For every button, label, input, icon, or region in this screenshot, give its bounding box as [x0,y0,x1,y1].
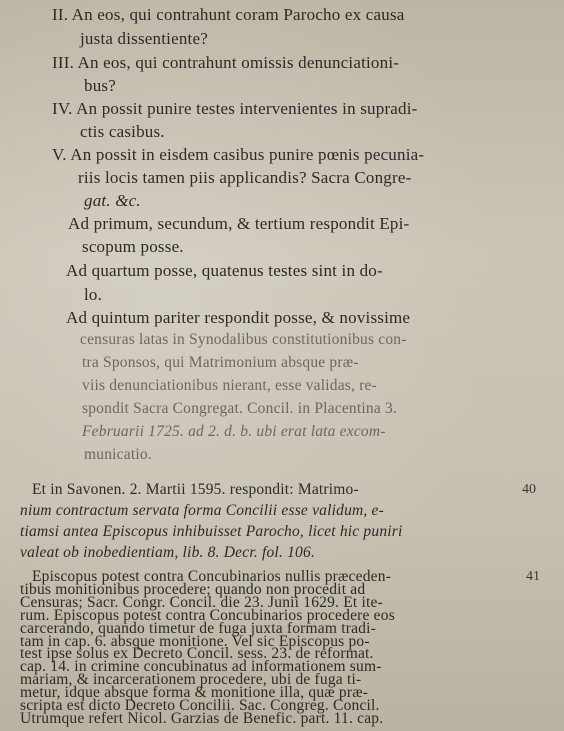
text-line: tibus monitionibus procedere; quando non procedit ad [20,580,366,598]
text-line: tam in cap. 6. absque monitione. Vel sic Episcopus po- [20,632,370,650]
text-line: bus? [84,76,116,95]
text-line: tiamsi antea Episcopus inhibuisset Parocho, licet hic puniri [20,523,403,540]
text-line: Et in Savonen. 2. Martii 1595. respondit: Matrimo- [32,481,359,498]
text-line: justa dissentiente? [80,29,208,48]
text-line: carcerando, quando timetur de fuga juxta formam tradi- [20,619,376,637]
text-line: test ipse solus ex Decreto Concil. sess. 23. de reformat. [20,645,374,663]
margin-number: 41 [526,569,540,584]
text-line: riis locis tamen piis applicandis? Sacra Congre- [78,168,412,187]
text-line: lo. [84,285,103,304]
text-line: III. An eos, qui contrahunt omissis denunciationi- [52,53,400,72]
text-line: Episcopus potest contra Concubinarios nullis præceden- [32,568,392,585]
text-line: Ad primum, secundum, & tertium respondit Epi- [68,214,410,233]
text-line: Utrumque refert Nicol. Garzias de Benefic. part. 11. cap. [20,710,384,727]
text-line: metur, idque absque forma & monitione illa, quæ præ- [20,684,369,702]
margin-number: 40 [522,482,536,497]
text-line: tra Sponsos, qui Matrimonium absque præ- [82,354,359,371]
text-line: cap. 14. in crimine concubinatus ad informationem sum- [20,658,382,676]
text-line: gat. &c. [84,191,141,210]
text-line: spondit Sacra Congregat. Concil. in Placentina 3. [82,400,398,417]
text-line: censuras latas in Synodalibus constitutionibus con- [80,331,407,348]
text-line: municatio. [84,446,152,463]
text-line: scopum posse. [82,237,184,256]
text-line: mariam, & incarcerationem procedere, ubi de fuga ti- [20,671,362,689]
text-line: IV. An possit punire testes intervenientes in supradi- [52,99,418,118]
text-line: Februarii 1725. ad 2. d. b. ubi erat lata excom- [82,423,386,440]
text-line: viis denunciationibus nierant, esse validas, re- [82,377,377,394]
text-line: rum. Episcopus potest contra Concubinarios procedere eos [20,606,395,624]
text-line: scripta est dicto Decreto Concilii. Sac. Congreg. Concil. [20,697,380,715]
text-line: valeat ob inobedientiam, lib. 8. Decr. fol. 106. [20,544,316,561]
text-line: Censuras; Sacr. Congr. Concil. die 23. Junii 1629. Et ite- [20,593,383,611]
text-line: nium contractum servata forma Concilii esse validum, e- [20,502,385,519]
text-line: II. An eos, qui contrahunt coram Parocho ex causa [52,5,405,24]
text-line: Ad quintum pariter respondit posse, & novissime [66,308,411,327]
text-line: V. An possit in eisdem casibus punire pœnis pecunia- [52,145,425,164]
text-line: ctis casibus. [80,122,165,141]
text-line: Ad quartum posse, quatenus testes sint in do- [66,261,383,280]
